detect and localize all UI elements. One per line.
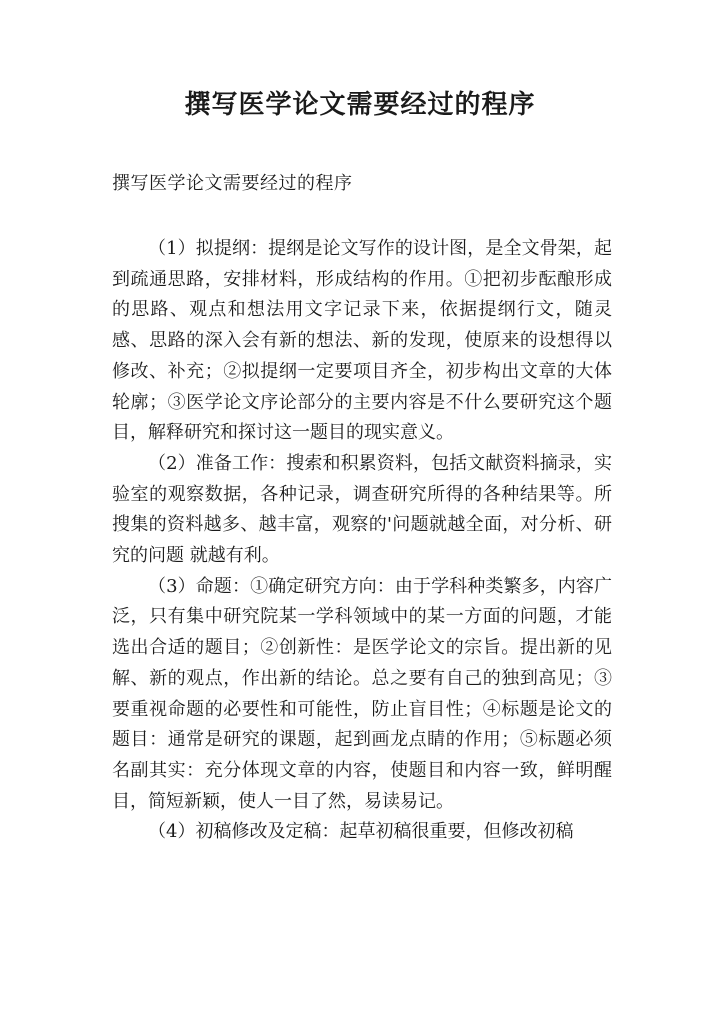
document-body: [112, 234, 612, 848]
paragraph-draft-revision: （4）初稿修改及定稿：起草初稿很重要，但修改初稿: [148, 821, 574, 843]
document-subtitle: 撰写医学论文需要经过的程序: [112, 173, 353, 194]
paragraph-preparation: （2）准备工作：搜索和积累资料，包括文献资料摘录，实验室的观察数据，各种记录，调查研究所得的各种结果等。所搜集的资料越多、越丰富，观察的'问题就越全面，对分析、研究的问题 就越有利。: [112, 452, 612, 567]
document-title: 撰写医学论文需要经过的程序: [184, 90, 536, 120]
paragraph-topic: （3）命题：①确定研究方向：由于学科种类繁多，内容广泛，只有集中研究院某一学科领域中的某一方面的问题，才能选出合适的题目；②创新性：是医学论文的宗旨。提出新的见解、新的观点，作出新的结论。总之要有自己的独到高见；③要重视命题的必要性和可能性，防止盲目性；④标题是论文的题目：通常是研究的课题，起到画龙点睛的作用；⑤标题必须名副其实：充分体现文章的内容，使题目和内容一致，鲜明醒目，简短新颖，使人一目了然，易读易记。: [112, 575, 612, 812]
paragraph-outline: （1）拟提纲：提纲是论文写作的设计图，是全文骨架，起到疏通思路，安排材料，形成结构的作用。①把初步酝酿形成的思路、观点和想法用文字记录下来，依据提纲行文，随灵感、思路的深入会有新的想法、新的发现，使原来的设想得以修改、补充；②拟提纲一定要项目齐全，初步构出文章的大体轮廓；③医学论文序论部分的主要内容是不什么要研究这个题目，解释研究和探讨这一题目的现实意义。: [112, 238, 612, 444]
